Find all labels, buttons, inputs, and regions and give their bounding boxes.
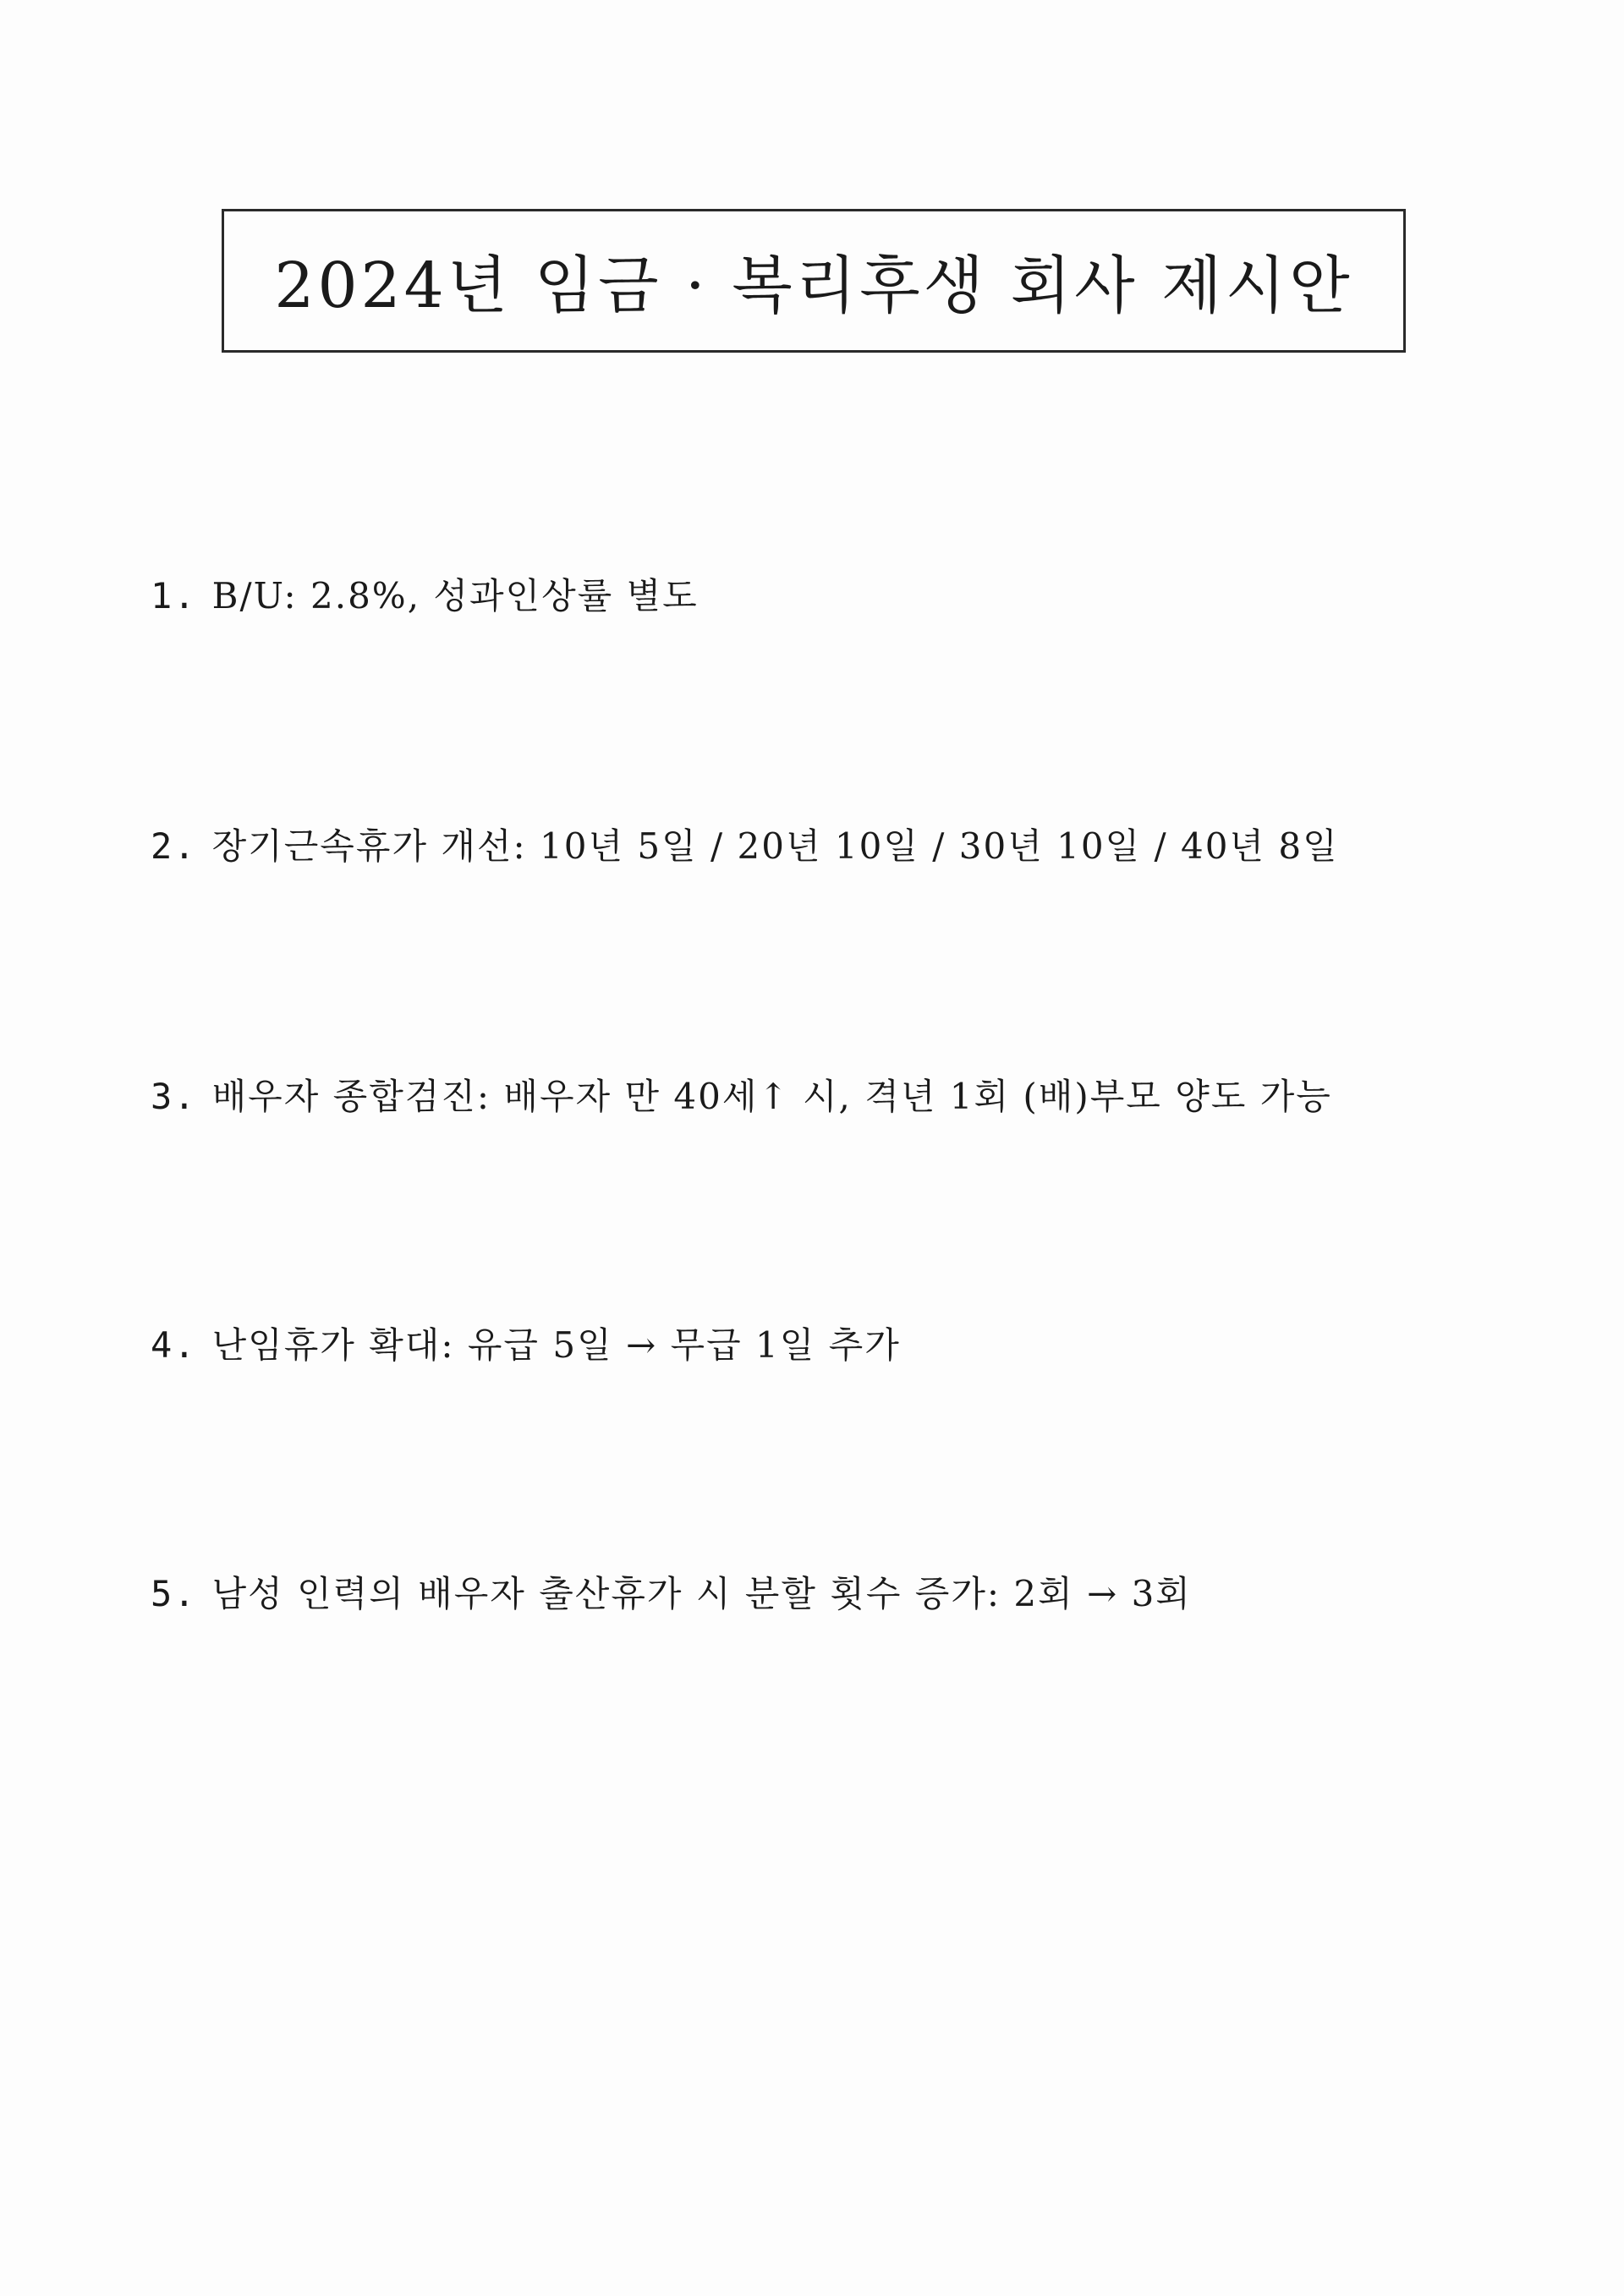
item-text: B/U: 2.8%, 성과인상률 별도 bbox=[211, 575, 699, 616]
list-item bbox=[151, 819, 1339, 869]
item-text: 난임휴가 확대: 유급 5일 → 무급 1일 추가 bbox=[211, 1324, 901, 1366]
item-text: 배우자 종합검진: 배우자 만 40세↑ 시, 격년 1회 (배)부모 양도 가능 bbox=[211, 1076, 1332, 1117]
item-number: 2. bbox=[151, 825, 197, 867]
item-number: 4. bbox=[151, 1324, 197, 1366]
list-item bbox=[151, 1069, 1332, 1120]
item-text: 장기근속휴가 개선: 10년 5일 / 20년 10일 / 30년 10일 / 40년 8일 bbox=[211, 825, 1339, 867]
item-number: 5. bbox=[151, 1573, 197, 1614]
list-item bbox=[151, 1318, 901, 1368]
list-item bbox=[151, 568, 699, 619]
list-item bbox=[151, 1566, 1192, 1617]
title-box bbox=[222, 209, 1406, 353]
item-number: 1. bbox=[151, 575, 197, 616]
item-text: 남성 인력의 배우자 출산휴가 시 분할 횟수 증가: 2회 → 3회 bbox=[211, 1573, 1192, 1614]
document-title: 2024년 임금 · 복리후생 회사 제시안 bbox=[274, 249, 1353, 322]
item-number: 3. bbox=[151, 1076, 197, 1117]
